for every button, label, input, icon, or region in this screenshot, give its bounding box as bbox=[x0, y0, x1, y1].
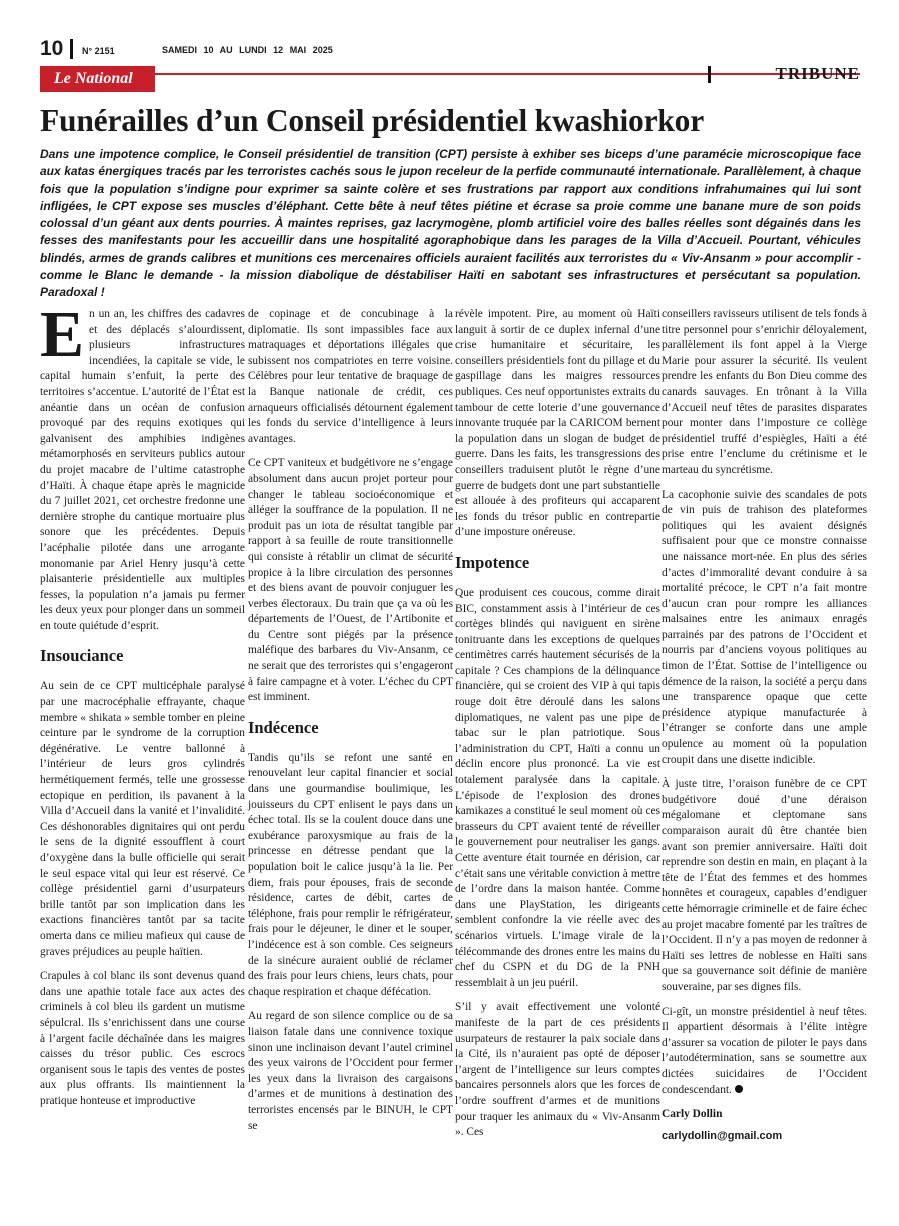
issue-date: SAMEDI 10 AU LUNDI 12 MAI 2025 bbox=[162, 45, 333, 55]
paragraph: Crapules à col blanc ils sont devenus quand dans une apathie totale face aux actes des criminels à col bleu ils gardent un mutisme sépulcral. Ils s’enrichissent dans une course à l’argent facile déchaînée dans les maigres caisses du trésor public. Ces escrocs organisent sous le tapis des ventes de postes aux plus offrants. Ils maintiennent la pratique honteuse et improductive bbox=[40, 970, 245, 1107]
author-email[interactable]: carlydollin@gmail.com bbox=[662, 1129, 783, 1142]
paragraph: La cacophonie suivie des scandales de pots de vin puis de trahison des plateformes politiques qui les avaient désignés suffisaient pour que ce monstre connaisse une naissance mort-née. En plus des séries d’actes d’immoralité devant conduire à sa mortalité précoce, le CPT n’a fait montre d’aucun cran pour rompre les alliances malsaines entre les animaux enragés parrainés par des patrons de l’Occident et nourris par d’anciens voyous politiques au timon de l’État. Sottise de l’intelligence ou démence de la raison, la société a perçu dans une transparence opaque que cette présidence atypique manufacturée à l’étranger se conforte dans une ample opulence au moment où la population croupit dans une disette indicible. bbox=[662, 488, 867, 766]
column-1 bbox=[40, 298, 245, 1119]
paragraph: Au regard de son silence complice ou de sa liaison fatale dans une connivence toxique sinon une inclinaison devant l’autel criminel des yeux vairons de l’Occident pour fermer les yeux dans la livraison des cargaisons d’armes et de munitions à destination des terroristes encensés par le BINUH, le CPT se bbox=[248, 1010, 453, 1132]
end-mark-icon bbox=[735, 1085, 743, 1093]
header-divider bbox=[70, 39, 73, 59]
page-header bbox=[40, 38, 860, 62]
article-lead: Dans une impotence complice, le Conseil présidentiel de transition (CPT) persiste à exhiber ses biceps d’une paramécie microscopique face aux katas énergiques tracés par les terroristes cachés sous le jupon receleur de la perfide communauté internationale. Parallèlement, à chaque fois que la population s’indigne pour exprimer sa sainte colère et ses frustrations par rapport aux conditions infrahumaines qui lui sont infligées, le CPT expose ses muscles d’éléphant. Cette bête à neuf têtes piétine et écrase sa proie comme une banane mure de son poids colossal d’un géant aux dents pourries. À maintes reprises, gaz lacrymogène, plomb artificiel voire des balles réelles sont dégainés dans les fesses des manifestants pour les accueillir dans une hospitalité agoraphobique dans les parages de la Villa d’Accueil. Pourtant, véhicules blindés, armes de grands calibres et munitions ces mercenaires officiels auraient facilités aux terroristes du « Viv-Ansanm » pour accomplir - comme le Blanc le demande - la mission diabolique de déstabiliser Haïti en sabotant ses infrastructures et persécutant sa population. Paradoxal ! bbox=[40, 147, 861, 300]
brand-tag: Le National bbox=[40, 66, 155, 92]
column-4 bbox=[662, 307, 867, 1144]
section-rule bbox=[40, 73, 860, 75]
paragraph: conseillers ravisseurs utilisent de tels fonds à titre personnel pour s’enrichir déloyalement, parallèlement ils font appel à la Vierge Marie pour assurer la sécurité. Ils veulent prendre les enfants du Bon Dieu comme des canards sauvages. En trônant à la Villa d’Accueil neuf têtes de parasites disparates pour monter dans l’imposture ce collège présidentiel truffé d’espiègles, Haïti a été prise entre l’enclume du crétinisme et le marteau du syncrétisme. bbox=[662, 308, 867, 476]
paragraph: Ce CPT vaniteux et budgétivore ne s’engage absolument dans aucun projet porteur pour changer le tableau socioéconomique et alléger la souffrance de la population. Il ne produit pas un iota de résultat tangible par rapport à sa feuille de route transitionnelle qui consiste à rétablir un climat de sécurité propice à la libre circulation des personnes et des biens avant de pouvoir conjuguer les verbes électoraux. Du train que ça va où les départements de l’Ouest, de l’Artibonite et du Centre sont piégés par la présence maléfique des barbares du Viv-Ansanm, ce ne serait que des terroristes qui s’engageront à faire campagne et à voter. L’échec du CPT est imminent. bbox=[248, 457, 453, 704]
subheading: Insouciance bbox=[40, 646, 124, 666]
page-number: 10 bbox=[40, 37, 64, 60]
column-2 bbox=[248, 307, 453, 1143]
paragraph: S’il y avait effectivement une volonté manifeste de la part de ces présidents usurpateurs de restaurer la paix sociale dans la Cité, ils n’auraient pas opté de déposer l’argent de l’intelligence sur leurs comptes bancaires personnels alors que les forces de l’ordre souffrent d’armes et de munitions pour traquer les animaux du « Viv-Ansanm ». Ces bbox=[455, 1001, 660, 1139]
paragraph: À juste titre, l’oraison funèbre de ce CPT budgétivore doué d’une déraison mégalomane et cleptomane sans comparaison aurait dû être chantée bien avant son premier anniversaire. Haïti doit reprendre son destin en main, en plaçant à la tête de l’État des femmes et des hommes honnêtes et courageux, capables d’endiguer cette hémorragie criminelle et de faire échec au projet macabre fomenté par les traîtres de l’Occident. Il n’y a pas moyen de redonner à Haïti ses lettres de noblesse en Haïti sans que sa gouvernance soit définie de manière souveraine, par ses dignes fils. bbox=[662, 778, 867, 993]
drop-cap: E bbox=[40, 298, 85, 371]
section-divider bbox=[708, 66, 711, 83]
subheading: Indécence bbox=[248, 717, 319, 737]
article-title: Funérailles d’un Conseil présidentiel kwashiorkor bbox=[40, 103, 705, 138]
author-name: Carly Dollin bbox=[662, 1108, 723, 1121]
paragraph: Au sein de ce CPT multicéphale paralysé par une macrocéphalie effrayante, chaque membre « shikata » semble tomber en pleine ceinture par le syndrome de la corruption dégénérative. Le ventre ballonné à l’intérieur de leurs gros cylindrés hermétiquement fermés, telle une grossesse ectopique en perdition, ils pavanent à la Villa d’Accueil dans la vanité et l’invalidité. Ces déshonorables dignitaires qui ont perdu le sens de la dignité essoufflent à court d’oxygène dans la bulle officielle qui serait le seul espace vital qui leur est réservé. Ce collège présidentiel garni d’usurpateurs brille tantôt par son implication dans les exactions financières tantôt par sa tacite omerta dans ce milieu mafieux qui cause de graves préjudices au peuple haïtien. bbox=[40, 680, 245, 958]
paragraph: Que produisent ces coucous, comme dirait BIC, constamment assis à l’intérieur de ces cortèges blindés qui naviguent en sirène tonitruante dans les exceptions de quelques centimètres carrés hautement sécurisés de la capitale ? Ces champions de la délinquance financière, qui se croient des VIP à qui tapis rouge doit être déroulé dans les salons diplomatiques, ne valent pas une pipe de tabac sur le plan patriotique. Sous l’administration du CPT, Haïti a connu un déclin encore plus prononcé. La vie est totalement paralysée dans la capitale. L’épisode de l’explosion des drones kamikazes a constitué le seul moment où ces brasseurs du CPT avaient tenté de réveiller le gouvernement pour neutraliser les gangs. Cette aventure était tournée en dérision, car c’était sans une véritable conviction à mettre de l’ordre dans la maison hantée. Comme dans une PlayStation, les dirigeants semblent confondre la vie réelle avec des scénarios virtuels. L’image virale de la télécommande des drones entre les mains du chef du CSPN et du DG de la PNH ressemblait à un jeu puéril. bbox=[455, 586, 660, 989]
subheading: Impotence bbox=[455, 552, 530, 572]
paragraph: révèle impotent. Pire, au moment où Haïti languit à sortir de ce duplex infernal d’une crise humanitaire et sécuritaire, les conseillers présidentiels font du pillage et du gaspillage dans les maigres ressources publiques. Ces neuf opportunistes extraits du tambour de cette loterie d’une gouvernance innovante truquée par la CARICOM bernent la population dans un slogan de budget de guerre. Dans les faits, les transgressions des conseillers traduisent plutôt le règne d’une guerre de budgets dont une part substantielle est allouée à des profiteurs qui accaparent les fonds du trésor public en contrepartie d’une imposture onéreuse. bbox=[455, 308, 661, 539]
paragraph: En un an, les chiffres des cadavres et des déplacés s’alourdissent, plusieurs infrastructures incendiées, la capitale se vide, le capital humain s’enfuit, la perte des territoires s’accentue. L’autorité de l’État est anéantie dans un océan de confusion provoqué par des requins exotiques qui galvanisent des amphibies indigènes métamorphosés en serviteurs publics autour du projet macabre de l’ultime catastrophe d’Haïti. À chaque étape après le magnicide du 7 juillet 2021, cet orchestre fredonne une dernière strophe du cantique mortuaire plus sonore que les précédentes. Depuis l’acéphalie pilotée dans une arrogante monomanie par Ariel Henry jusqu’à cette plaisanterie présidentielle aux multiples fesses, la population n’a jamais pu fermer les deux yeux pour plonger dans un sommeil en toute quiétude d’esprit. bbox=[40, 298, 245, 632]
paragraph: Tandis qu’ils se refont une santé en renouvelant leur capital financier et social dans une gourmandise boulimique, les jouisseurs du CPT enlisent le pays dans un échec total. Ils se la coulent douce dans une exubérance paroxysmique au frais de la princesse en détresse pendant que la population boit le calice jusqu’à la lie. Per diem, frais pour épouses, frais de seconde résidence, cartes de débit, cartes de téléphone, frais pour remplir le réfrigérateur, frais pour le déjeuner, le diner et le souper, l’indécence est à son comble. Ces seigneurs de la sinécure auraient oublié de réclamer des frais pour leurs chiens, leurs chats, pour chaque respiration et chaque défécation. bbox=[248, 751, 453, 998]
column-3 bbox=[455, 307, 660, 1150]
section-name: TRIBUNE bbox=[775, 64, 860, 83]
issue-number: N° 2151 bbox=[82, 46, 115, 56]
paragraph: Ci-gît, un monstre présidentiel à neuf têtes. Il appartient désormais à l’élite intègre d’assurer sa vocation de piloter le pays dans l’autodétermination, sans se soumettre aux dictées suicidaires de l’Occident condescendant. bbox=[662, 1005, 867, 1096]
paragraph: de copinage et de concubinage à la diplomatie. Ils sont impassibles face aux matraquages et déportations illégales que subissent nos compatriotes en terre voisine. Célèbres pour leur tentative de braquage de la Banque nationale de crédit, ces arnaqueurs officialisés détournent également les fonds du service d’intelligence à leurs avantages. bbox=[248, 308, 453, 445]
